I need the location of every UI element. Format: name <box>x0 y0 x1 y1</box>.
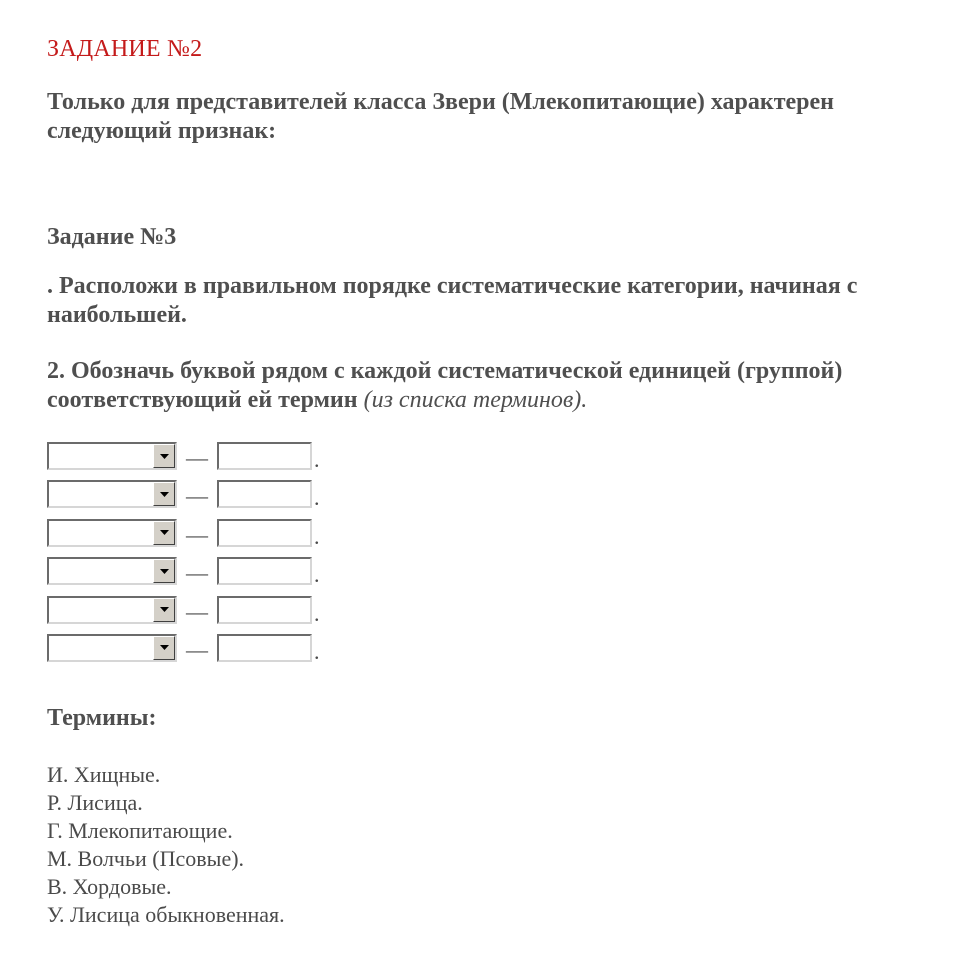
row-end-dot: . <box>314 523 320 549</box>
terms-list <box>47 761 285 929</box>
task3-title: Задание №3 <box>47 224 177 250</box>
term-letter-input[interactable] <box>217 480 312 508</box>
category-select[interactable] <box>47 442 177 470</box>
answer-row <box>47 634 320 672</box>
term-item: И. Хищные. <box>47 762 161 787</box>
chevron-down-icon <box>160 569 169 574</box>
chevron-down-icon <box>160 492 169 497</box>
dash-separator: — <box>186 560 208 586</box>
category-select[interactable] <box>47 557 177 585</box>
category-select[interactable] <box>47 480 177 508</box>
chevron-down-icon <box>160 607 169 612</box>
term-letter-input[interactable] <box>217 442 312 470</box>
row-end-dot: . <box>314 600 320 626</box>
dropdown-button[interactable] <box>153 636 175 660</box>
category-select[interactable] <box>47 519 177 547</box>
chevron-down-icon <box>160 645 169 650</box>
dash-separator: — <box>186 636 208 662</box>
task3-instruction-1: . Расположи в правильном порядке систематические категории, начиная с наибольшей. <box>47 273 858 328</box>
category-select[interactable] <box>47 634 177 662</box>
answer-row <box>47 480 320 518</box>
task3-instruction-2 <box>47 357 947 415</box>
term-letter-input[interactable] <box>217 557 312 585</box>
answer-row <box>47 442 320 480</box>
row-end-dot: . <box>314 447 320 472</box>
dropdown-button[interactable] <box>153 559 175 583</box>
dropdown-button[interactable] <box>153 482 175 506</box>
chevron-down-icon <box>160 530 169 535</box>
term-letter-input[interactable] <box>217 634 312 662</box>
term-letter-input[interactable] <box>217 596 312 624</box>
term-item: В. Хордовые. <box>47 874 172 899</box>
dropdown-button[interactable] <box>153 521 175 545</box>
task2-question: Только для представителей класса Звери (Млекопитающие) характерен следующий признак: <box>47 89 834 144</box>
task2-title: ЗАДАНИЕ №2 <box>47 36 203 62</box>
dropdown-button[interactable] <box>153 598 175 622</box>
row-end-dot: . <box>314 562 320 588</box>
row-end-dot: . <box>314 485 320 511</box>
answer-rows <box>47 442 320 672</box>
task3-instruction-2-hint: (из списка терминов). <box>357 387 588 413</box>
answer-row <box>47 557 320 595</box>
task3-instruction-2-main: 2. Обозначь буквой рядом с каждой систематической единицей (группой) соответствующий ей термин <box>47 358 843 413</box>
term-letter-input[interactable] <box>217 519 312 547</box>
dropdown-button[interactable] <box>153 444 175 468</box>
dash-separator: — <box>186 521 208 547</box>
row-end-dot: . <box>314 638 320 664</box>
answer-row <box>47 596 320 634</box>
category-select[interactable] <box>47 596 177 624</box>
dash-separator: — <box>186 483 208 509</box>
term-item: У. Лисица обыкновенная. <box>47 902 285 927</box>
term-item: Г. Млекопитающие. <box>47 818 233 843</box>
term-item: М. Волчьи (Псовые). <box>47 846 245 871</box>
dash-separator: — <box>186 598 208 624</box>
chevron-down-icon <box>160 454 169 459</box>
terms-heading: Термины: <box>47 705 157 731</box>
answer-row <box>47 519 320 557</box>
term-item: Р. Лисица. <box>47 790 143 815</box>
dash-separator: — <box>186 445 208 470</box>
